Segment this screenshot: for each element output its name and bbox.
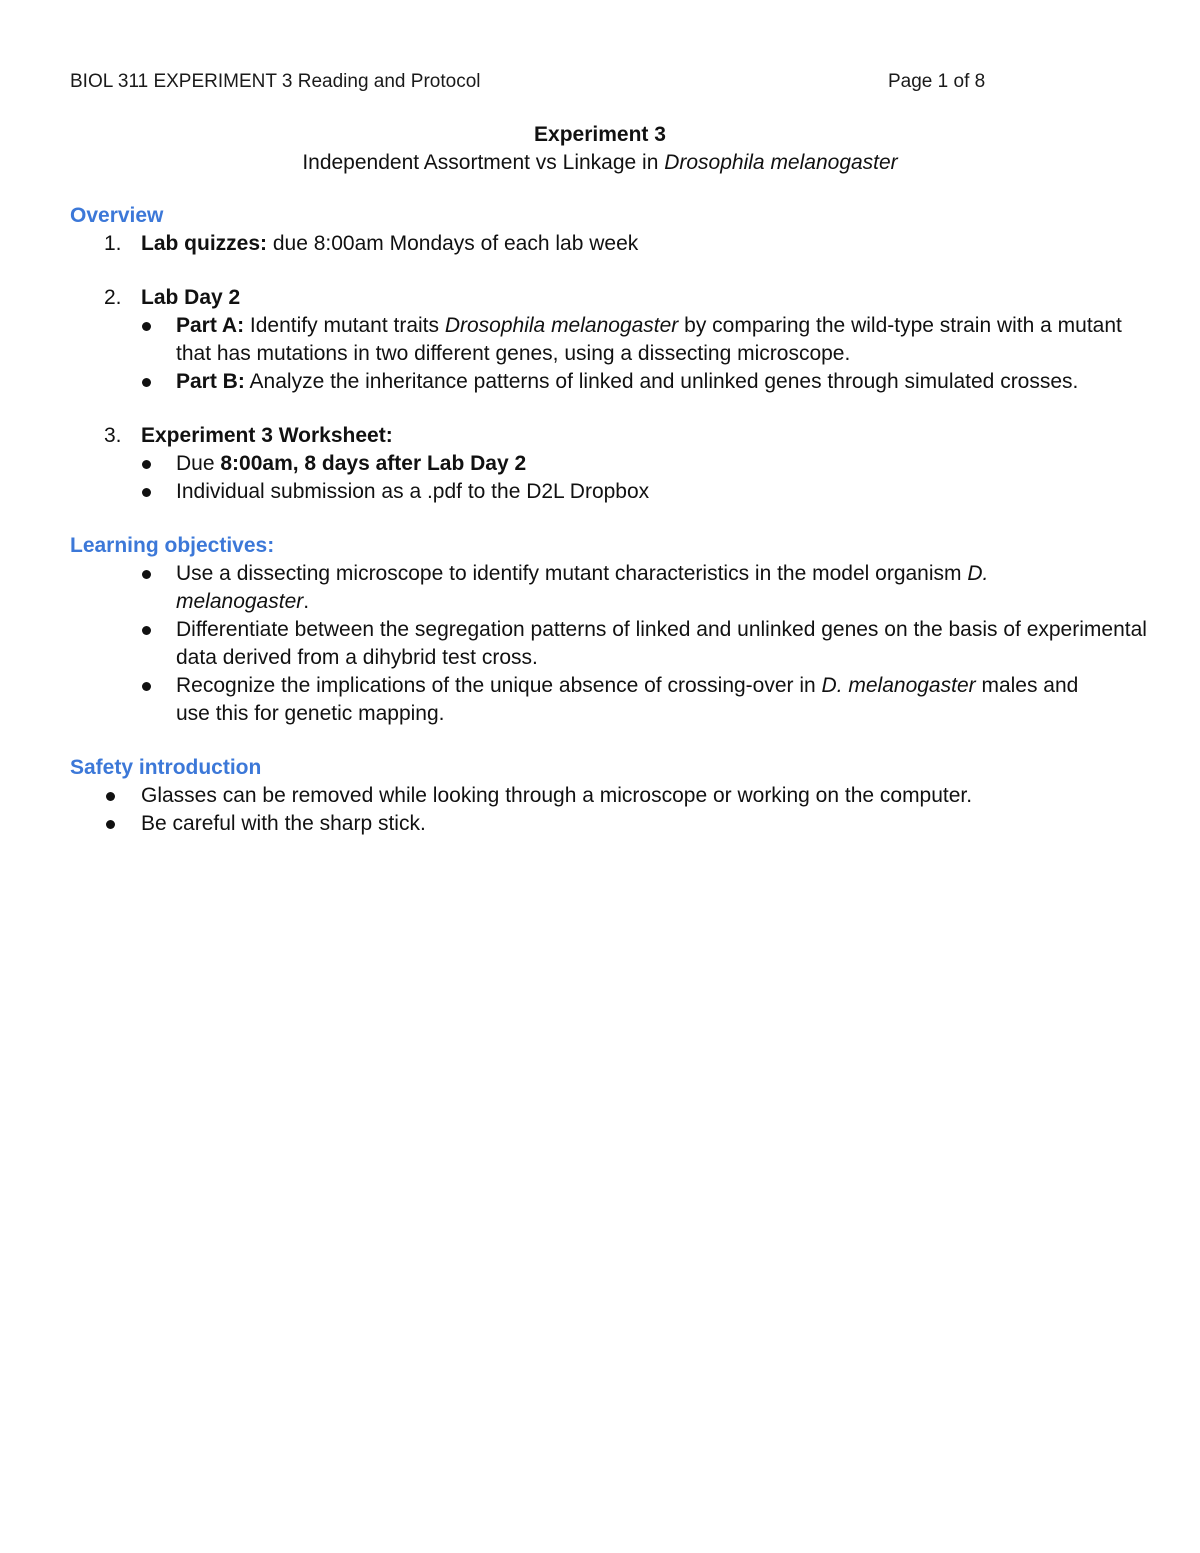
document-subtitle <box>0 149 1200 177</box>
safety-list <box>70 782 1150 838</box>
item-text: by comparing the wild-type strain with a mutant that has mutations in two different genes, using a dissecting microscope. <box>176 314 1122 365</box>
worksheet-bullets <box>70 450 1150 506</box>
section-heading-safety: Safety introduction <box>70 756 262 779</box>
bullet-icon <box>142 570 151 579</box>
item-text: males and use this for genetic mapping. <box>176 674 1079 725</box>
page-header-title: BIOL 311 EXPERIMENT 3 Reading and Protocol <box>70 71 481 92</box>
title-block <box>0 121 1200 177</box>
item-text: Individual submission as a .pdf to the D2L Dropbox <box>176 480 650 503</box>
item-label: Part B: <box>176 370 245 393</box>
overview-item-lab-day-2 <box>70 284 1150 312</box>
subtitle-species: Drosophila melanogaster <box>664 151 898 174</box>
list-item <box>70 782 1150 810</box>
item-text: . <box>303 590 310 613</box>
document-body <box>70 202 1150 838</box>
bullet-icon <box>142 682 151 691</box>
section-heading-learning-objectives: Learning objectives: <box>70 534 275 557</box>
list-item-part-b <box>70 368 1150 396</box>
document-title: Experiment 3 <box>534 123 666 146</box>
item-text: Glasses can be removed while looking through a microscope or working on the computer. <box>141 784 973 807</box>
item-deadline: 8:00am, 8 days after Lab Day 2 <box>220 452 527 475</box>
bullet-icon <box>142 626 151 635</box>
item-text: Identify mutant traits <box>244 314 445 337</box>
list-item <box>70 810 1150 838</box>
item-species: D. melanogaster <box>176 562 989 613</box>
list-item-part-a <box>70 312 1150 368</box>
bullet-icon <box>142 460 151 469</box>
list-item <box>70 672 1150 728</box>
list-item <box>70 560 1150 616</box>
page-number: Page 1 of 8 <box>888 71 986 92</box>
bullet-icon <box>142 322 151 331</box>
item-species: Drosophila melanogaster <box>444 314 679 337</box>
list-number: 1. <box>104 232 122 255</box>
item-text: Analyze the inheritance patterns of linked and unlinked genes through simulated crosses. <box>244 370 1079 393</box>
list-number: 3. <box>104 424 122 447</box>
list-item-due-date <box>70 450 1150 478</box>
lab-day-2-bullets <box>70 312 1150 396</box>
overview-item-worksheet <box>70 422 1150 450</box>
item-text: Recognize the implications of the unique absence of crossing-over in <box>176 674 822 697</box>
item-label: Lab Day 2 <box>141 286 241 309</box>
item-text: Differentiate between the segregation patterns of linked and unlinked genes on the basis of experimental data derived from a dihybrid test cross. <box>176 618 1147 669</box>
item-species: D. melanogaster <box>821 674 976 697</box>
overview-item-lab-quizzes <box>70 230 1150 258</box>
section-heading-overview: Overview <box>70 204 164 227</box>
bullet-icon <box>106 820 115 829</box>
item-text: Use a dissecting microscope to identify mutant characteristics in the model organism <box>176 562 968 585</box>
list-item <box>70 616 1150 672</box>
learning-objectives-list <box>70 560 1150 728</box>
bullet-icon <box>106 792 115 801</box>
item-label: Experiment 3 Worksheet: <box>141 424 393 447</box>
list-item-submission <box>70 478 1150 506</box>
item-text: Be careful with the sharp stick. <box>141 812 426 835</box>
list-number: 2. <box>104 286 122 309</box>
bullet-icon <box>142 488 151 497</box>
item-text: Due <box>176 452 221 475</box>
item-label: Part A: <box>176 314 245 337</box>
bullet-icon <box>142 378 151 387</box>
item-text: due 8:00am Mondays of each lab week <box>267 232 639 255</box>
subtitle-text: Independent Assortment vs Linkage in <box>302 151 665 174</box>
item-label: Lab quizzes: <box>141 232 268 255</box>
